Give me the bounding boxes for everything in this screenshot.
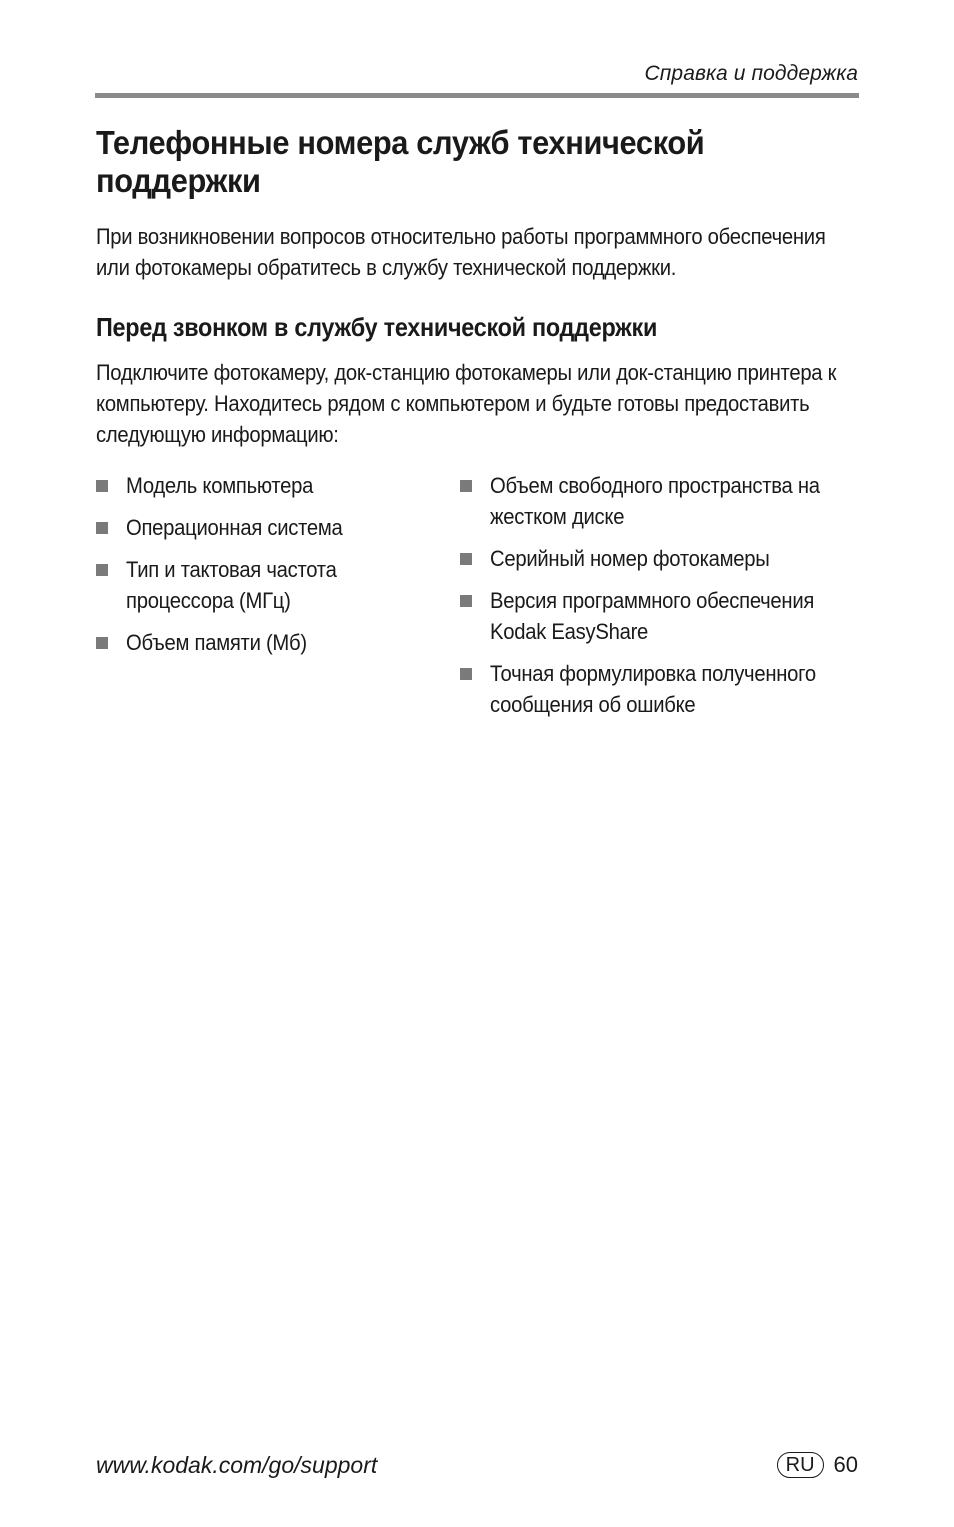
page-content xyxy=(96,125,858,730)
footer-page-info xyxy=(777,1452,858,1478)
square-bullet-icon xyxy=(96,480,108,492)
intro-paragraph: При возникновении вопросов относительно работы программного обеспечения или фотокамеры обратитесь в службу технической поддержки. xyxy=(96,224,826,280)
list-item-text: Версия программного обеспечения Kodak EasyShare xyxy=(490,588,815,644)
square-bullet-icon xyxy=(96,522,108,534)
page-title: Телефонные номера служб технической поддержки xyxy=(96,125,705,200)
support-url-link[interactable]: www.kodak.com/go/support xyxy=(96,1452,378,1478)
running-header: Справка и поддержка xyxy=(644,62,858,85)
square-bullet-icon xyxy=(96,637,108,649)
list-item-text: Объем памяти (Мб) xyxy=(126,630,307,655)
list-item xyxy=(96,627,436,658)
list-item-text: Серийный номер фотокамеры xyxy=(490,546,770,571)
list-item xyxy=(96,470,436,501)
square-bullet-icon xyxy=(96,564,108,576)
checklist xyxy=(96,470,858,730)
square-bullet-icon xyxy=(460,553,472,565)
checklist-right-column xyxy=(460,470,860,731)
list-item xyxy=(460,585,860,647)
page-number: 60 xyxy=(833,1452,858,1477)
list-item xyxy=(460,470,860,532)
list-item-text: Операционная система xyxy=(126,515,343,540)
checklist-left-column xyxy=(96,470,436,669)
list-item xyxy=(96,554,436,616)
list-item-text: Объем свободного пространства на жестком диске xyxy=(490,473,820,529)
list-item-text: Модель компьютера xyxy=(126,473,314,498)
header-rule xyxy=(95,93,859,98)
list-item xyxy=(460,543,860,574)
language-badge: RU xyxy=(777,1452,824,1478)
list-item xyxy=(96,512,436,543)
section-heading: Перед звонком в службу технической поддержки xyxy=(96,312,658,342)
square-bullet-icon xyxy=(460,668,472,680)
section-paragraph: Подключите фотокамеру, док-станцию фотокамеры или док-станцию принтера к компьютеру. Находитесь рядом с компьютером и будьте готовы предоставить следующую информацию: xyxy=(96,360,837,447)
square-bullet-icon xyxy=(460,595,472,607)
square-bullet-icon xyxy=(460,480,472,492)
list-item-text: Тип и тактовая частота процессора (МГц) xyxy=(126,557,337,613)
list-item xyxy=(460,658,860,720)
list-item-text: Точная формулировка полученного сообщения об ошибке xyxy=(490,661,816,717)
